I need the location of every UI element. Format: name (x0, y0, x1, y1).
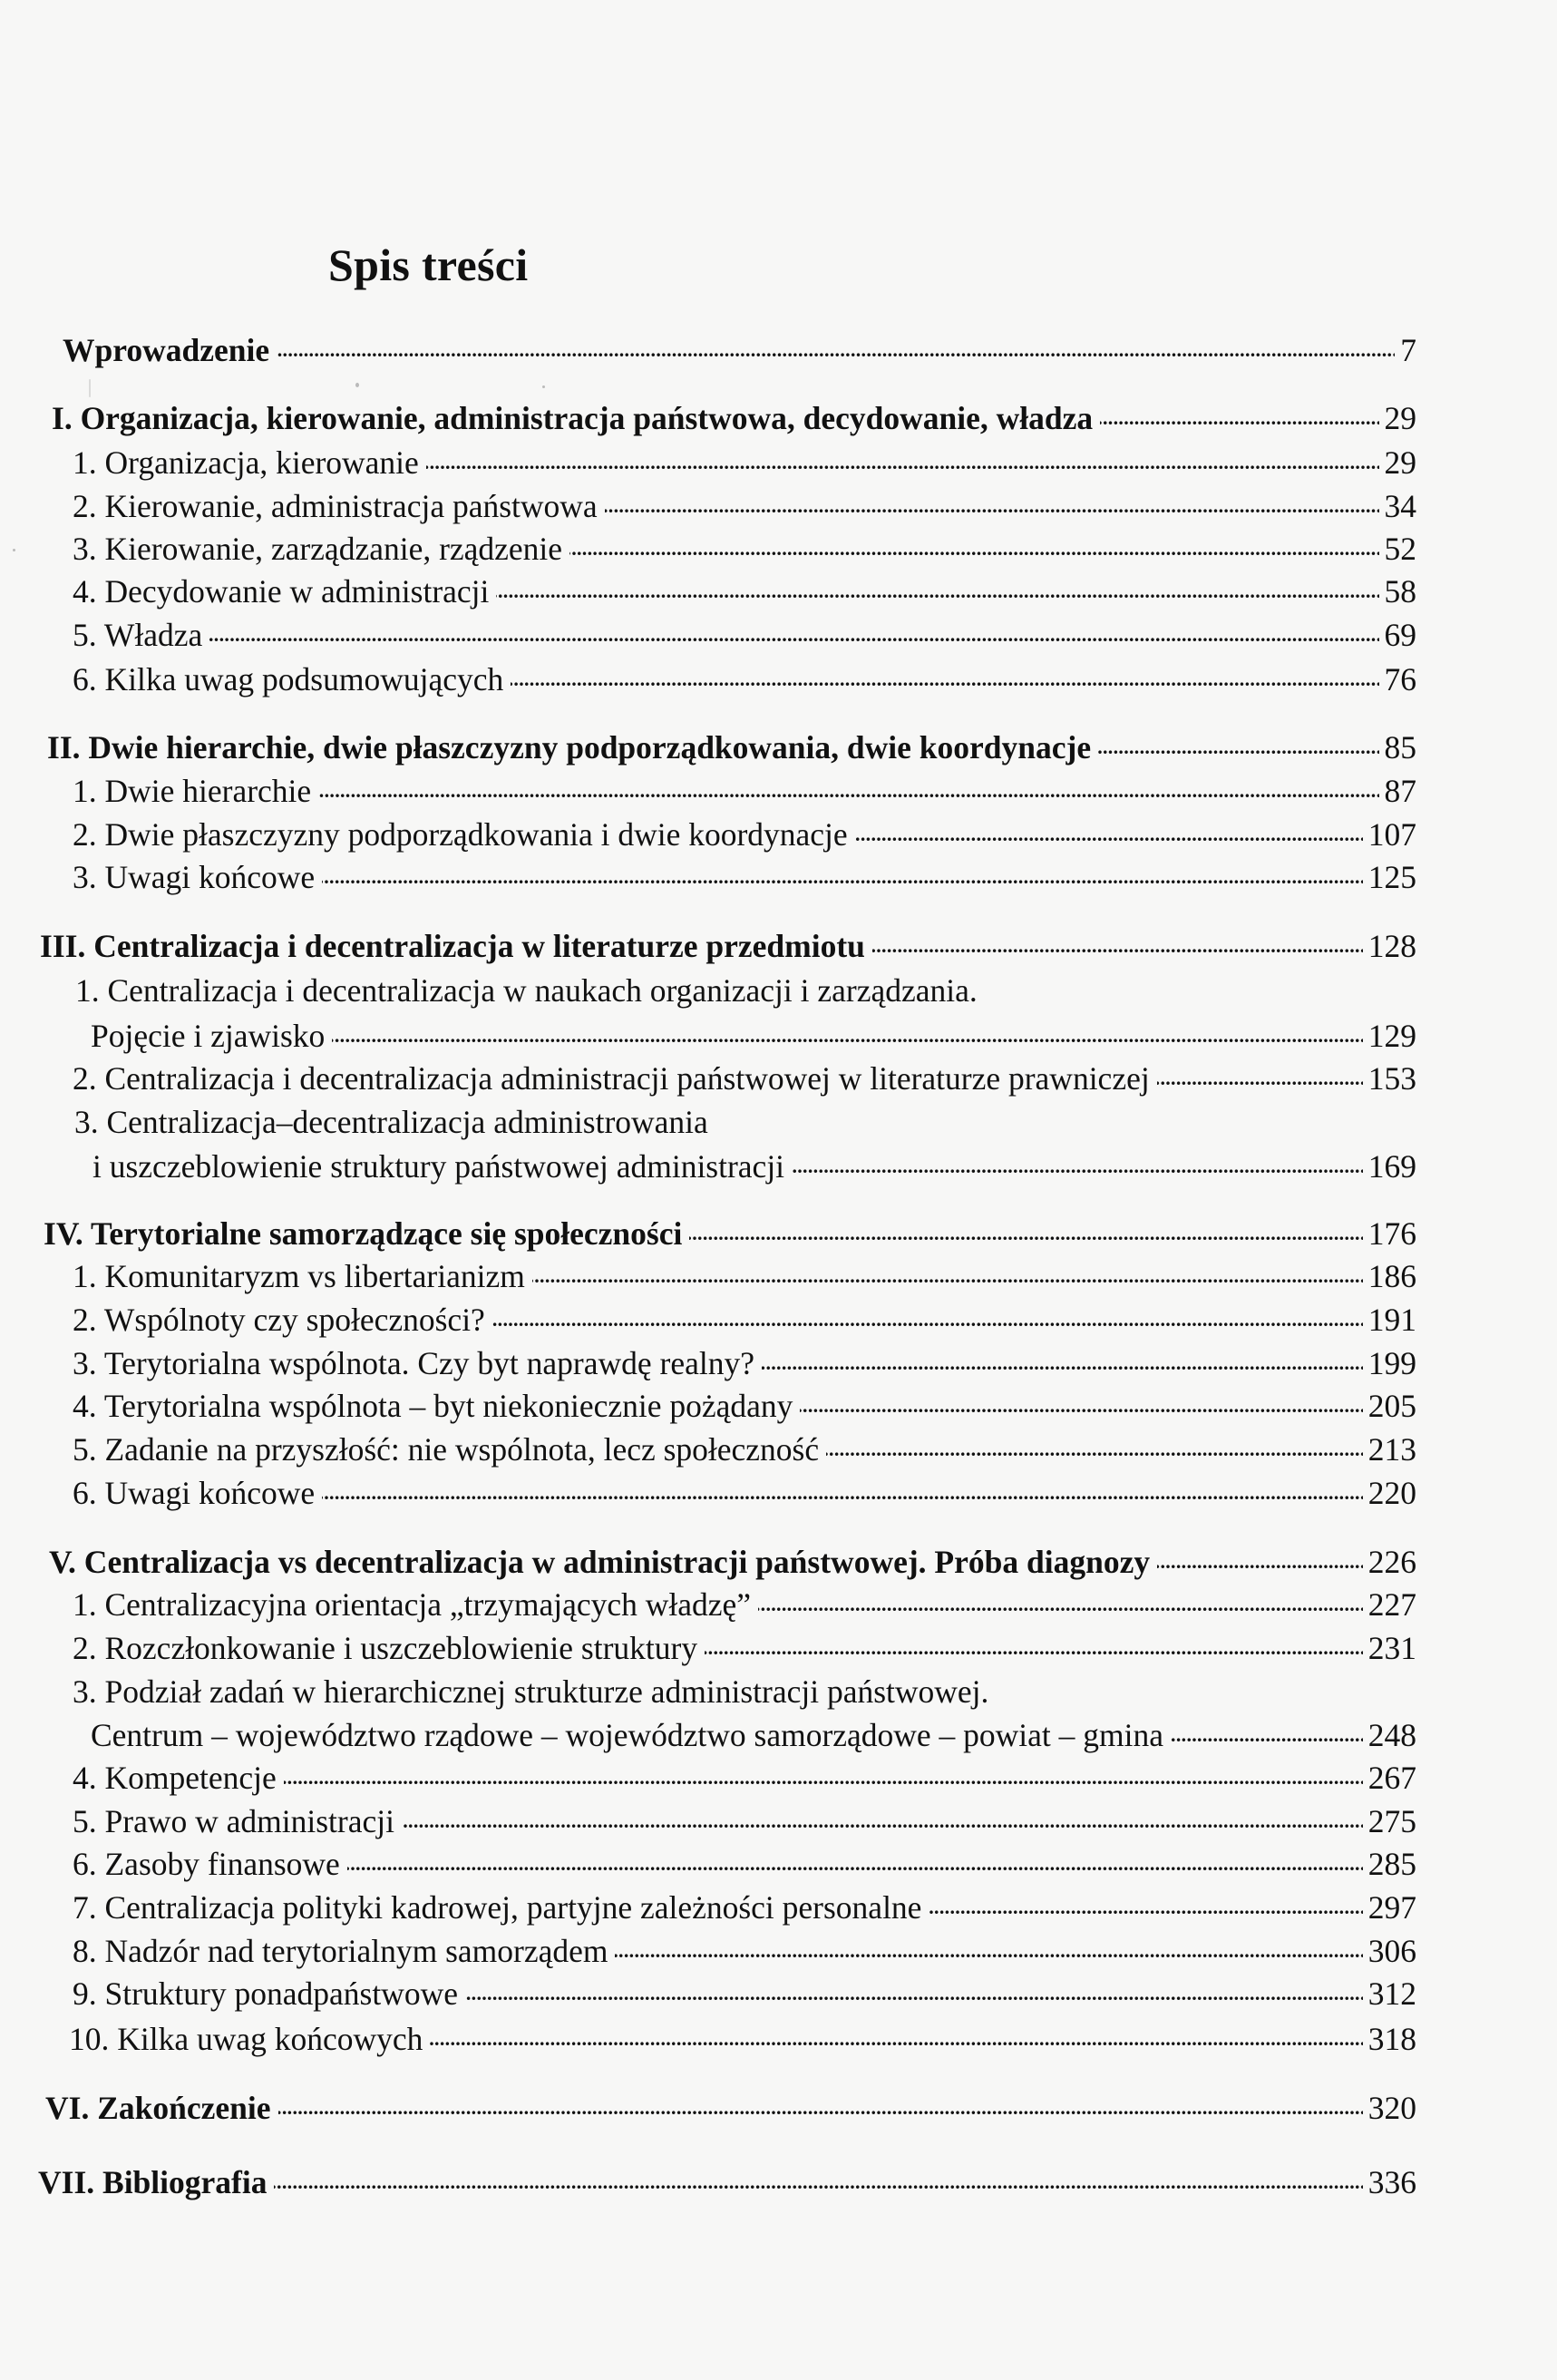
toc-chapter-5 (0, 1544, 1416, 1580)
toc-section-continuation (0, 1717, 1416, 1753)
toc-section (0, 488, 1416, 524)
toc-page-number: 128 (1367, 928, 1416, 964)
toc-chapter-label: III. Centralizacja i decentralizacja w literaturze przedmiotu (40, 928, 865, 964)
toc-section (0, 1388, 1416, 1424)
toc-page-number: 275 (1367, 1803, 1416, 1839)
dot-leader (284, 1760, 1363, 1796)
toc-page-number: 29 (1384, 444, 1416, 481)
toc-section (0, 1846, 1416, 1882)
toc-section (0, 1630, 1416, 1666)
dot-leader (532, 1258, 1363, 1294)
toc-section-label: 3. Terytorialna wspólnota. Czy byt naprawdę realny? (73, 1345, 754, 1381)
dot-leader (705, 1630, 1363, 1666)
toc-section-label: 6. Zasoby finansowe (73, 1846, 340, 1882)
dot-leader (872, 928, 1363, 964)
dot-leader (1098, 729, 1378, 766)
toc-section (0, 1803, 1416, 1839)
toc-page-number: 29 (1384, 400, 1416, 436)
toc-page-number: 213 (1367, 1431, 1416, 1468)
toc-page-number: 125 (1367, 859, 1416, 895)
toc-section-continuation (0, 1148, 1416, 1185)
toc-section (0, 816, 1416, 853)
toc-entry-label: Wprowadzenie (63, 332, 270, 368)
toc-page-number: 7 (1400, 332, 1416, 368)
dot-leader (430, 2021, 1362, 2057)
toc-section (0, 1345, 1416, 1381)
toc-chapter-3 (0, 928, 1416, 964)
toc-page-number: 58 (1384, 573, 1416, 610)
toc-section-label: 2. Centralizacja i decentralizacja administracji państwowej w literaturze prawniczej (73, 1060, 1150, 1097)
dot-leader (322, 859, 1363, 895)
dot-leader (1171, 1717, 1363, 1753)
scan-speck (13, 549, 15, 551)
toc-section (0, 1975, 1416, 2012)
dot-leader (209, 617, 1378, 653)
toc-section (0, 2021, 1416, 2057)
toc-page-number: 336 (1367, 2164, 1416, 2200)
toc-section (0, 1302, 1416, 1338)
toc-page-number: 176 (1367, 1215, 1416, 1252)
toc-page-number: 76 (1384, 661, 1416, 697)
dot-leader (762, 1345, 1363, 1381)
toc-page-number: 227 (1367, 1586, 1416, 1623)
toc-chapter-label: IV. Terytorialne samorządzące się społeczności (44, 1215, 683, 1252)
toc-section-label: 1. Komunitaryzm vs libertarianizm (73, 1258, 525, 1294)
toc-section-label: 1. Centralizacyjna orientacja „trzymających władzę” (73, 1586, 752, 1623)
toc-section (0, 1933, 1416, 1969)
toc-section-label: Centrum – województwo rządowe – województwo samorządowe – powiat – gmina (91, 1717, 1164, 1753)
toc-page-number: 186 (1367, 1258, 1416, 1294)
toc-section (0, 1475, 1416, 1511)
dot-leader (826, 1431, 1363, 1468)
dot-leader (615, 1933, 1362, 1969)
toc-page-number: 85 (1384, 729, 1416, 766)
toc-chapter-7 (0, 2164, 1416, 2200)
toc-section-label: 2. Dwie płaszczyzny podporządkowania i dwie koordynacje (73, 816, 848, 853)
toc-section-label: 6. Kilka uwag podsumowujących (73, 661, 504, 697)
toc-section (0, 1060, 1416, 1097)
toc-page-number: 220 (1367, 1475, 1416, 1511)
dot-leader (496, 573, 1378, 610)
toc-page-number: 231 (1367, 1630, 1416, 1666)
toc-chapter-2 (0, 729, 1416, 766)
toc-page-number: 129 (1367, 1018, 1416, 1054)
toc-page-number: 318 (1367, 2021, 1416, 2057)
toc-section-label: i uszczeblowienie struktury państwowej administracji (92, 1148, 785, 1185)
dot-leader (322, 1475, 1363, 1511)
dot-leader (1157, 1544, 1363, 1580)
toc-page-number: 34 (1384, 488, 1416, 524)
toc-page-number: 52 (1384, 531, 1416, 567)
dot-leader (758, 1586, 1363, 1623)
toc-section-label: Pojęcie i zjawisko (91, 1018, 326, 1054)
dot-leader (426, 444, 1379, 481)
toc-section (0, 444, 1416, 481)
toc-page-number: 312 (1367, 1975, 1416, 2012)
toc-page-number: 320 (1367, 2090, 1416, 2126)
toc-section (0, 531, 1416, 567)
toc-section (0, 661, 1416, 697)
toc-page-number: 107 (1367, 816, 1416, 853)
toc-section (0, 773, 1416, 809)
toc-chapter-1 (0, 400, 1416, 436)
toc-section (0, 1258, 1416, 1294)
scan-speck (542, 385, 545, 388)
toc-section-label: 4. Kompetencje (73, 1760, 277, 1796)
dot-leader (855, 816, 1363, 853)
dot-leader (800, 1388, 1362, 1424)
toc-section-label: 5. Zadanie na przyszłość: nie wspólnota, lecz społeczność (73, 1431, 820, 1468)
toc-chapter-label: VII. Bibliografia (38, 2164, 268, 2200)
dot-leader (274, 2164, 1362, 2200)
scan-speck (89, 379, 91, 397)
toc-page-number: 248 (1367, 1717, 1416, 1753)
toc-page-number: 226 (1367, 1544, 1416, 1580)
toc-chapter-label: II. Dwie hierarchie, dwie płaszczyzny podporządkowania, dwie koordynacje (47, 729, 1092, 766)
toc-section-label: 6. Uwagi końcowe (73, 1475, 316, 1511)
toc-page-number: 69 (1384, 617, 1416, 653)
dot-leader (465, 1975, 1363, 2012)
toc-page-number: 87 (1384, 773, 1416, 809)
toc-section (0, 1889, 1416, 1926)
dot-leader (929, 1889, 1362, 1926)
toc-section-first-line: 1. Centralizacja i decentralizacja w naukach organizacji i zarządzania. (75, 972, 978, 1009)
toc-page-number: 205 (1367, 1388, 1416, 1424)
toc-section-label: 5. Władza (73, 617, 203, 653)
toc-section (0, 1586, 1416, 1623)
toc-chapter-4 (0, 1215, 1416, 1252)
toc-chapter-6 (0, 2090, 1416, 2126)
toc-page-number: 169 (1367, 1148, 1416, 1185)
toc-section-label: 5. Prawo w administracji (73, 1803, 394, 1839)
toc-chapter-label: V. Centralizacja vs decentralizacja w administracji państwowej. Próba diagnozy (49, 1544, 1151, 1580)
toc-chapter-label: I. Organizacja, kierowanie, administracja państwowa, decydowanie, władza (52, 400, 1094, 436)
dot-leader (569, 531, 1378, 567)
dot-leader (277, 332, 1395, 368)
dot-leader (402, 1803, 1363, 1839)
toc-page-number: 306 (1367, 1933, 1416, 1969)
toc-section-first-line: 3. Centralizacja–decentralizacja administrowania (74, 1104, 708, 1140)
toc-entry-intro (0, 332, 1416, 368)
toc-section-label: 1. Dwie hierarchie (73, 773, 312, 809)
toc-section (0, 1431, 1416, 1468)
dot-leader (347, 1846, 1363, 1882)
dot-leader (1100, 400, 1378, 436)
dot-leader (492, 1302, 1363, 1338)
toc-section-label: 3. Kierowanie, zarządzanie, rządzenie (73, 531, 563, 567)
toc-section-label: 2. Wspólnoty czy społeczności? (73, 1302, 485, 1338)
scan-speck (355, 383, 359, 387)
toc-section-label: 4. Terytorialna wspólnota – byt niekoniecznie pożądany (73, 1388, 793, 1424)
dot-leader (792, 1148, 1363, 1185)
toc-page-number: 285 (1367, 1846, 1416, 1882)
toc-page-number: 267 (1367, 1760, 1416, 1796)
dot-leader (511, 661, 1378, 697)
toc-chapter-label: VI. Zakończenie (45, 2090, 271, 2126)
toc-page-number: 191 (1367, 1302, 1416, 1338)
toc-page-number: 199 (1367, 1345, 1416, 1381)
dot-leader (1157, 1060, 1363, 1097)
toc-section-label: 9. Struktury ponadpaństwowe (73, 1975, 458, 2012)
dot-leader (605, 488, 1379, 524)
toc-section-label: 4. Decydowanie w administracji (73, 573, 490, 610)
toc-page-number: 153 (1367, 1060, 1416, 1097)
dot-leader (689, 1215, 1362, 1252)
toc-section-label: 2. Rozczłonkowanie i uszczeblowienie struktury (73, 1630, 698, 1666)
toc-section-label: 3. Uwagi końcowe (73, 859, 316, 895)
dot-leader (278, 2090, 1363, 2126)
toc-section (0, 617, 1416, 653)
toc-section-label: 10. Kilka uwag końcowych (69, 2021, 423, 2057)
toc-section-label: 1. Organizacja, kierowanie (73, 444, 419, 481)
toc-section (0, 859, 1416, 895)
page-title: Spis treści (328, 239, 529, 290)
toc-page-number: 297 (1367, 1889, 1416, 1926)
toc-section-label: 7. Centralizacja polityki kadrowej, partyjne zależności personalne (73, 1889, 922, 1926)
toc-section-label: 2. Kierowanie, administracja państwowa (73, 488, 598, 524)
toc-section-continuation (0, 1018, 1416, 1054)
toc-section-first-line: 3. Podział zadań w hierarchicznej strukturze administracji państwowej. (73, 1673, 989, 1710)
dot-leader (318, 773, 1378, 809)
toc-section-label: 8. Nadzór nad terytorialnym samorządem (73, 1933, 608, 1969)
toc-section (0, 1760, 1416, 1796)
dot-leader (332, 1018, 1362, 1054)
toc-section (0, 573, 1416, 610)
